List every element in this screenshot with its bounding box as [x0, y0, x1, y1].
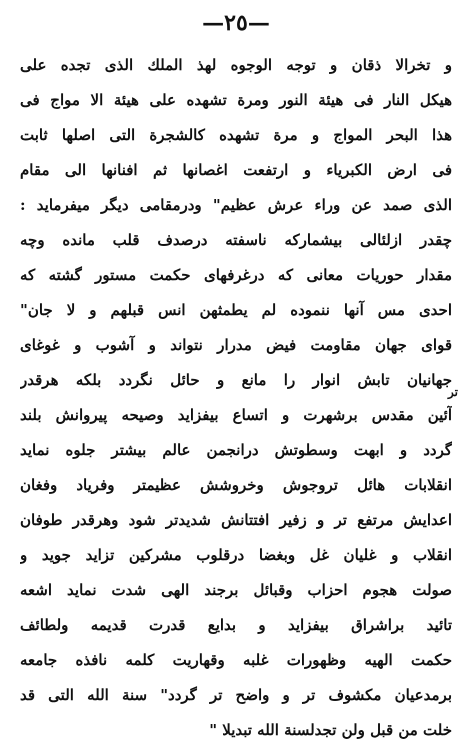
text-line: خلت من قبل ولن تجدلسنة الله تبديلا ": [209, 721, 452, 739]
text-line: اعدايش مرتفع تر و زفير افتتانش شديدتر شود وهرقدر طوفان: [20, 511, 452, 529]
text-line: و تخرالا ذقان و توجه الوجوه لهذ الملك الذى تجده على: [20, 56, 452, 74]
text-line: آئين مقدس برشهرت و اتساع بيفزايد وصيحه پيروانش بلند: [20, 406, 452, 424]
text-line: برمدعيان مكشوف تر و واضح تر گردد" سنة الله التى قد: [20, 686, 452, 704]
page-number: —٢٥—: [202, 10, 270, 36]
text-line: هذا البحر المواج و مرة تشهده كالشجرة التى اصلها ثابت: [20, 126, 452, 144]
text-line: انقلابات هائل تروجوش وخروشش عظيمتر وفرياد وفغان: [20, 476, 452, 494]
text-line: گردد و ابهت وسطوتش درانجمن عالم بيشتر جلوه نمايد: [20, 441, 452, 459]
text-line: جهانيان تابش انوار را مانع و حائل نگردد بلكه هرقدر: [20, 371, 452, 389]
text-line: فى ارض الكبرياء و ارتفعت اغصانها ثم افنانها الى مقام: [20, 161, 452, 179]
text-line: حكمت الهيه وظهورات غلبه وقهاريت كلمه نافذه جامعه: [20, 651, 452, 669]
text-line: چقدر ازلئالى بيشماركه ناسفته درصدف قلب مانده وچه: [20, 231, 452, 249]
text-line: مقدار حوريات معانى كه درغرفهاى حكمت مستور گشته كه: [20, 266, 452, 284]
margin-note: تر: [448, 385, 458, 399]
body-text: [20, 48, 452, 748]
text-line: الذى صمد عن وراء عرش عظيم" ودرمقامى ديگر ميفرمايد :: [20, 196, 452, 214]
text-line: صولت هجوم احزاب وقبائل برجند الهى شدت نمايد اشعه: [20, 581, 452, 599]
text-line: انقلاب و غليان غل وبغضا درقلوب مشركين تزايد جويد و: [20, 546, 452, 564]
text-line: هيكل النار فى هيئة النور ومرة تشهده على هيئة الا مواج فى: [20, 91, 452, 109]
text-line: قواى جهان مقاومت فيض مدرار نتواند و آشوب و غوغاى: [20, 336, 452, 354]
text-line: تائيد براشراق بيفزايد و بدايع قدرت قديمه ولطائف: [20, 616, 452, 634]
text-line: احدى مس آنها ننموده لم يطمثهن انس قبلهم و لا جان": [20, 301, 452, 319]
